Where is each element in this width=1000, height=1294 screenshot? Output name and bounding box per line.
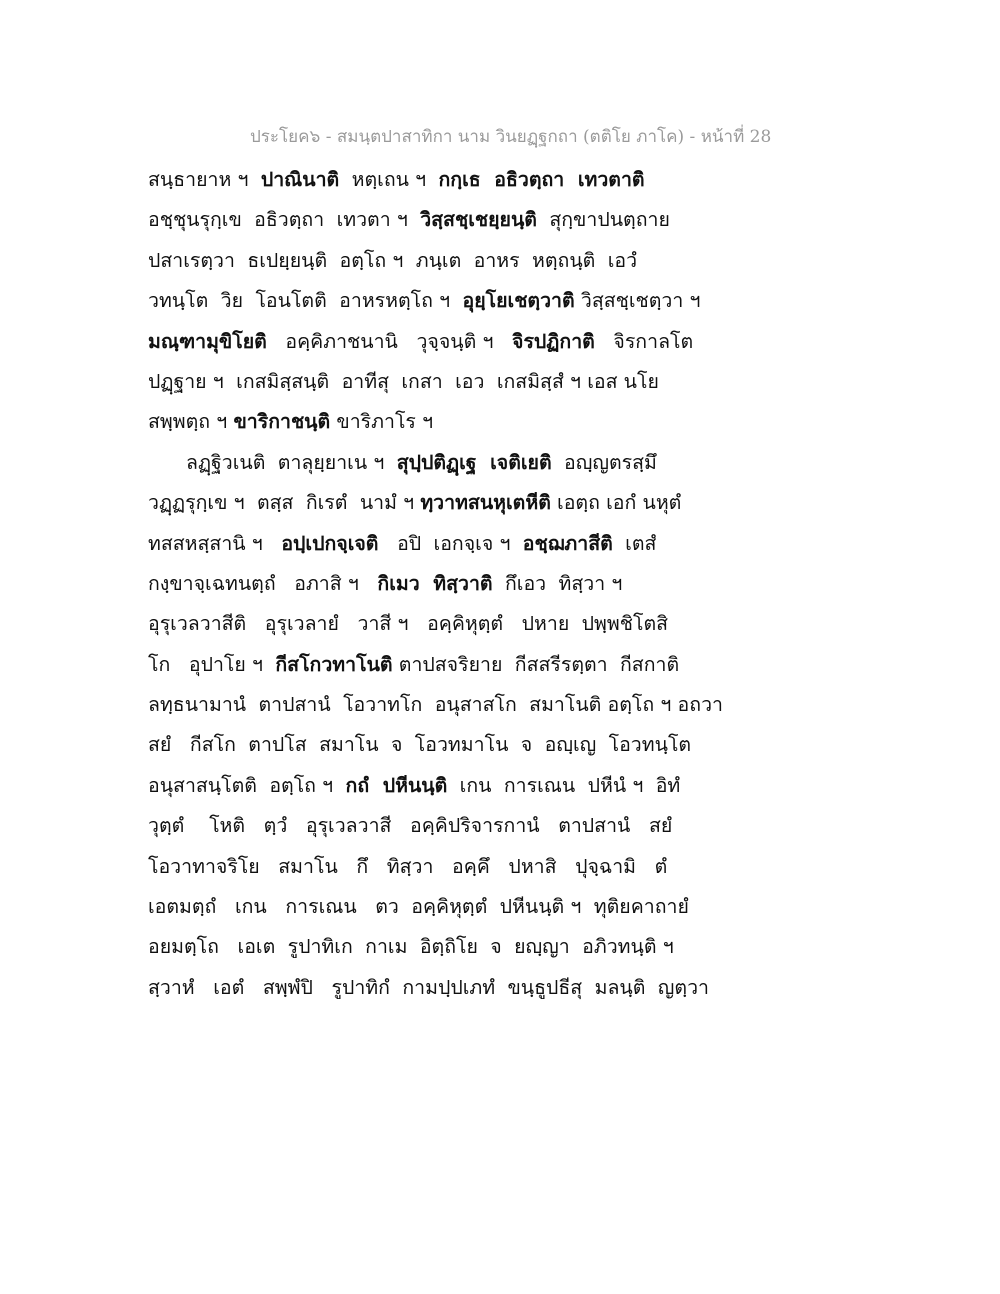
text-line	[148, 281, 708, 321]
bold-term: อุยฺโยเชตฺวาติ	[462, 289, 575, 313]
text-segment: จิรกาลโต	[594, 329, 694, 353]
text-segment: อชฺชุนรุกฺเข อธิวตฺถา เทวตา ฯ	[148, 208, 421, 232]
bold-term: ขาริกาชนฺติ	[233, 410, 331, 434]
bold-term: กิเมว ทิสฺวาติ	[377, 571, 493, 595]
bold-term: จิรปฏิกาติ	[512, 329, 595, 353]
text-segment: ปฏฺฐาย ฯ เกสมิสฺสนฺติ อาทีสุ เกสา เอว เกสมิสฺสํ ฯ เอส นโย	[148, 369, 659, 393]
text-segment: วทนฺโต วิย โอนโตติ อาหรหตฺโถ ฯ	[148, 289, 463, 313]
text-segment: วุตฺตํ โหติ ตฺวํ อุรุเวลวาสี อคฺคิปริจารกานํ ตาปสานํ สยํ	[148, 814, 673, 838]
text-line	[148, 200, 708, 240]
bold-term: อปฺเปกจฺเจติ	[281, 531, 379, 555]
text-segment: อปิ เอกจฺเจ ฯ	[378, 531, 523, 555]
text-line	[148, 483, 708, 523]
bold-term: กกฺเธ อธิวตฺถา เทวตาติ	[438, 168, 645, 191]
text-segment: ลฏฺฐิวเนติ ตาลุยฺยาเน ฯ	[186, 450, 397, 474]
text-segment: สพฺพตฺถ ฯ	[148, 410, 234, 434]
text-segment: กึเอว ทิสฺวา ฯ	[492, 571, 623, 595]
text-segment: อุรุเวลวาสีติ อุรุเวลายํ วาสี ฯ อคฺคิหุตฺตํ ปหาย ปพฺพชิโตสิ	[148, 612, 669, 636]
text-line	[148, 847, 708, 887]
text-line	[148, 524, 708, 564]
text-segment: อคฺคิภาชนานิ วุจฺจนฺติ ฯ	[266, 329, 513, 353]
text-segment: กงฺขาจฺเฉทนตฺถํ อภาสิ ฯ	[148, 571, 378, 595]
text-segment: เตสํ	[612, 531, 657, 555]
text-line	[148, 645, 708, 685]
text-segment: เกน การเณน ปหีนํ ฯ อิทํ	[447, 773, 681, 797]
text-segment: ทสสหสฺสานิ ฯ	[148, 531, 282, 555]
text-line	[148, 564, 708, 604]
page-header: ประโยค๖ - สมนฺตปาสาทิกา นาม วินยฏฺฐกถา (ตติโย ภาโค) - หน้าที่ 28	[250, 127, 772, 147]
text-segment: สยํ กีสโก ตาปโส สมาโน จ โอวทมาโน จ อญฺเญ โอวทนฺโต	[148, 733, 692, 757]
text-segment: สนฺธายาห ฯ	[148, 168, 261, 191]
text-segment: ตาปสจริยาย กีสสรีรตฺตา กีสกาติ	[392, 652, 680, 676]
document-body	[148, 160, 723, 1008]
text-line	[148, 725, 708, 765]
text-segment: อยมตฺโถ เอเต รูปาทิเก กาเม อิตฺถิโย จ ยญฺญา อภิวทนฺติ ฯ	[148, 935, 674, 959]
text-segment: วิสฺสชฺเชตฺวา ฯ	[574, 289, 701, 313]
text-line	[148, 766, 708, 806]
text-line	[148, 968, 708, 1008]
text-segment: ลทฺธนามานํ ตาปสานํ โอวาทโก อนุสาสโก สมาโนติ อตฺโถ ฯ อถวา	[148, 693, 723, 717]
text-line	[148, 887, 708, 927]
text-segment: ปสาเรตฺวา ธเปยฺยนฺติ อตฺโถ ฯ ภนฺเต อาหร หตฺถนฺติ เอวํ	[148, 248, 638, 272]
text-line	[148, 806, 708, 846]
text-line	[148, 241, 708, 281]
text-segment: โก อุปาโย ฯ	[148, 652, 276, 676]
bold-term: กีสโกวทาโนติ	[275, 652, 393, 676]
text-segment: โอวาทาจริโย สมาโน กึ ทิสฺวา อคฺคึ ปหาสิ ปุจฺฉามิ ตํ	[148, 854, 668, 878]
bold-term: อชฺฌภาสีติ	[522, 531, 613, 555]
text-line	[148, 685, 723, 725]
text-segment: วฏฺฏรุกฺเข ฯ ตสฺส กิเรตํ นามํ ฯ	[148, 491, 421, 515]
text-line	[148, 402, 708, 442]
bold-term: สุปฺปติฏฺเฐ เจติเยติ	[396, 450, 552, 474]
text-segment: เอตฺถ เอกํ นหุตํ	[550, 491, 682, 515]
bold-term: ปาณินาติ	[260, 168, 340, 191]
text-segment: เอตมตฺถํ เกน การเณน ตว อคฺคิหุตฺตํ ปหีนนฺติ ฯ ทุติยคาถายํ	[148, 895, 689, 919]
bold-term: วิสฺสชฺเชยฺยนฺติ	[420, 208, 537, 232]
text-line	[148, 443, 708, 483]
text-segment: อนุสาสนฺโตติ อตฺโถ ฯ	[148, 773, 346, 797]
bold-term: มณฺฑามุขิโยติ	[148, 329, 267, 353]
text-line	[148, 604, 708, 644]
bold-term: ทฺวาทสนหุเตหีติ	[420, 491, 551, 515]
text-segment: สฺวาหํ เอตํ สพฺพํปิ รูปาทิกํ กามปฺปเภทํ ขนฺธูปธีสุ มลนฺติ ญตฺวา	[148, 975, 709, 999]
text-segment: หตฺเถน ฯ	[339, 168, 439, 191]
text-line	[148, 322, 708, 362]
text-segment: อญฺญตรสฺมึ	[551, 450, 657, 474]
text-line	[148, 160, 708, 200]
bold-term: กถํ ปหีนนฺติ	[345, 773, 448, 797]
text-line	[148, 927, 708, 967]
text-segment: ขาริภาโร ฯ	[330, 410, 434, 434]
text-line	[148, 362, 708, 402]
text-segment: สุกฺขาปนตฺถาย	[536, 208, 670, 232]
